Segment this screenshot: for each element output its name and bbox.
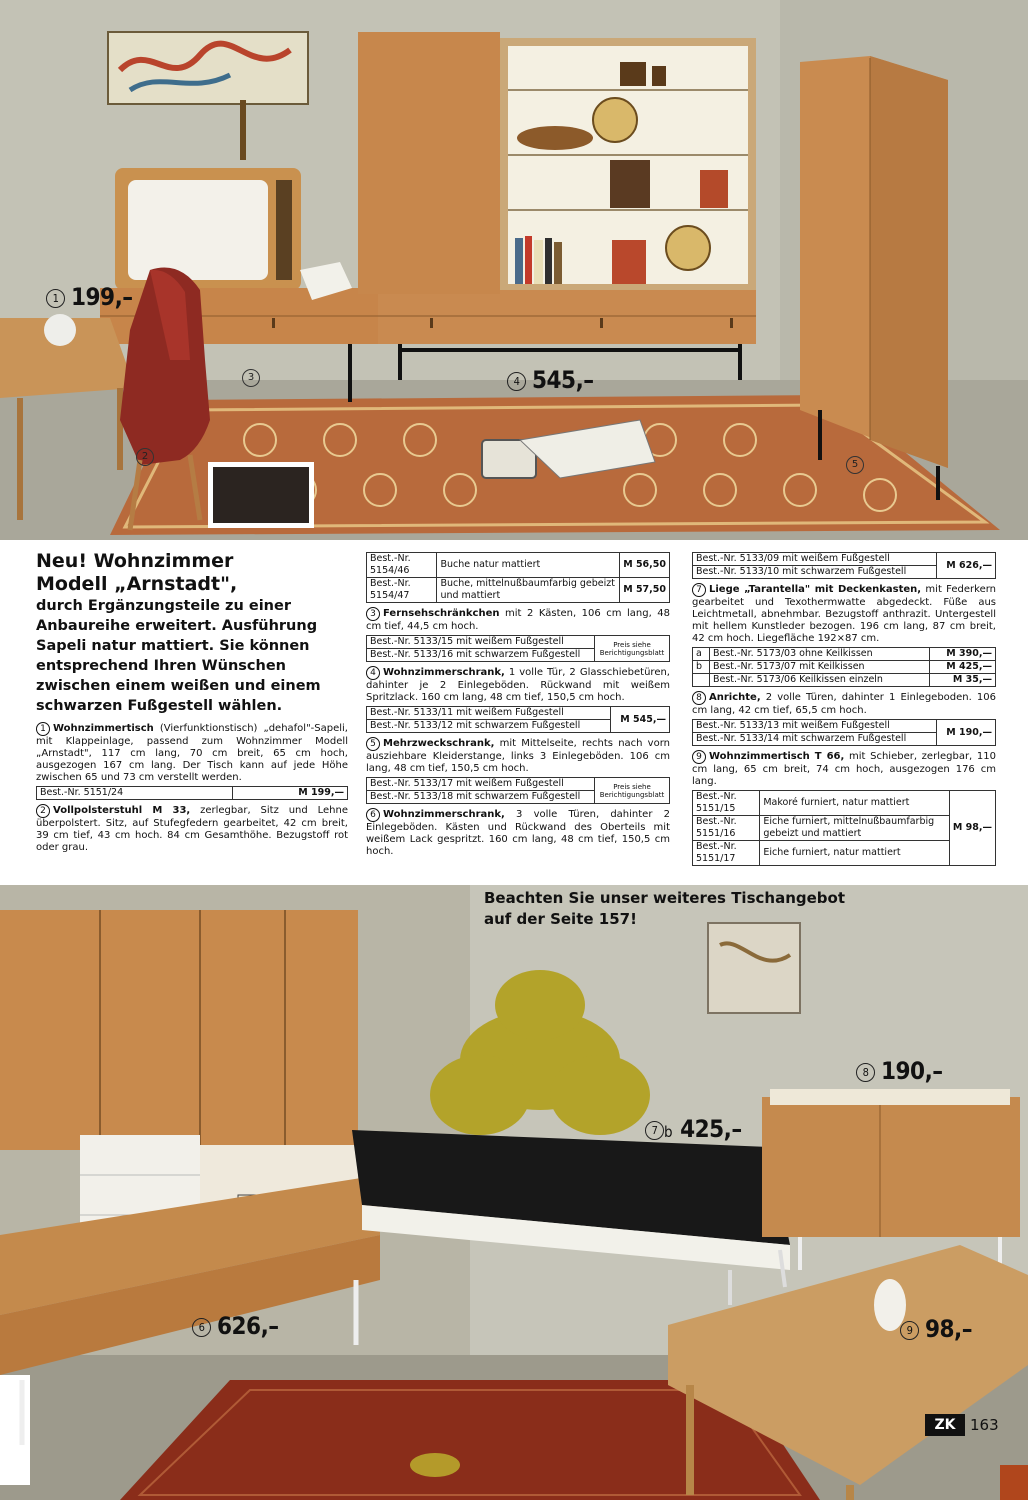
table-row <box>693 720 996 733</box>
table-offer-line-2: auf der Seite 157! <box>484 910 637 928</box>
item-5-description <box>366 737 670 775</box>
item-2-title: Vollpolsterstuhl M 33, <box>53 805 191 816</box>
item-2-description <box>36 804 348 854</box>
item-7-order-table <box>692 647 996 687</box>
price-label-item-8 <box>856 1057 943 1085</box>
item-7-title: Liege „Tarantella" mit Deckenkasten, <box>709 584 922 595</box>
text-column-1 <box>36 550 348 856</box>
item-6-order-table <box>692 552 996 579</box>
item-3-marker: 3 <box>242 369 260 387</box>
table-row <box>37 787 348 800</box>
table-offer-line-1: Beachten Sie unser weiteres Tischangebot <box>484 889 845 907</box>
item-4-price: 545,– <box>532 366 594 394</box>
item-4-number: 4 <box>366 666 380 680</box>
price: M 425,— <box>930 661 996 674</box>
price: M 390,— <box>930 648 996 661</box>
table-offer-note <box>484 888 845 930</box>
order-variant: Best.-Nr. 5173/03 ohne Keilkissen <box>710 648 930 661</box>
table-row <box>367 707 670 720</box>
item-4-description <box>366 666 670 704</box>
item-1-circle-number: 1 <box>46 289 65 308</box>
catalog-logo: ZK <box>925 1414 965 1436</box>
bottom-living-room-photo <box>0 885 1028 1500</box>
text-column-3 <box>692 550 996 870</box>
variant: Eiche furniert, mittelnußbaumfarbig gebeizt und mattiert <box>760 816 950 841</box>
price: M 626,— <box>936 553 995 579</box>
order-number: Best.-Nr. 5154/46 <box>367 553 437 578</box>
item-6-text: 3 volle Türen, dahinter 2 Einlegeböden. Kästen und Rückwand des Oberteils mit weißem Lack gespritzt. 160 cm lang, 48 cm tief, 150,5 cm hoch. <box>366 809 670 857</box>
order-number: Best.-Nr. 5154/47 <box>367 578 437 603</box>
item-6-price: 626,– <box>217 1312 279 1340</box>
table-row <box>367 578 670 603</box>
order-variant: Best.-Nr. 5133/13 mit weißem Fußgestell <box>693 720 937 733</box>
item-6-number: 6 <box>366 808 380 822</box>
variant-letter <box>693 674 710 687</box>
price: M 57,50 <box>620 578 670 603</box>
item-5-title: Mehrzweckschrank, <box>383 738 495 749</box>
item-4-title: Wohnzimmerschrank, <box>383 667 505 678</box>
item-8-circle-number: 8 <box>856 1063 875 1082</box>
item-6-circle-number: 6 <box>192 1318 211 1337</box>
price-label-item-7b <box>645 1115 742 1143</box>
item-7-circle-number: 7 <box>645 1121 664 1140</box>
item-4-text: 1 volle Tür, 2 Glasschiebetüren, dahinter je 2 Einlegeböden. Rückwand mit weißem Spritzlack. 160 cm lang, 48 cm tief, 150,5 cm hoch. <box>366 667 670 703</box>
item-3-number: 3 <box>366 607 380 621</box>
price: M 56,50 <box>620 553 670 578</box>
table-row <box>693 791 996 816</box>
page-number: 163 <box>970 1416 999 1434</box>
item-3-text: mit 2 Kästen, 106 cm lang, 48 cm tief, 44,5 cm hoch. <box>366 608 670 632</box>
item-5-number: 5 <box>366 737 380 751</box>
item-9-price: 98,– <box>925 1315 973 1343</box>
item-1-text: (Vierfunktionstisch) „dehafol"-Sapeli, mit Klappeinlage, passend zum Wohnzimmer Modell „Arnstadt", 117 cm lang, 70 cm breit, 65 cm hoch, ausgezogen 167 cm lang. Der Tisch kann auf jede Höhe zwischen 65 und 73 cm verstellt werden. <box>36 723 348 783</box>
price: M 545,— <box>610 707 669 733</box>
table-row <box>693 674 996 687</box>
top-living-room-photo <box>0 0 1028 540</box>
item-5-marker: 5 <box>846 456 864 474</box>
headline-line-2: Modell „Arnstadt", <box>36 573 238 595</box>
text-column-2 <box>366 550 670 860</box>
price: M 35,— <box>930 674 996 687</box>
order-number: Best.-Nr. 5151/24 <box>37 787 233 800</box>
item-9-number: 9 <box>692 750 706 764</box>
item-7-variant-letter: b <box>664 1123 673 1141</box>
item-3-title: Fernsehschränkchen <box>383 608 500 619</box>
order-number: Best.-Nr. 5151/16 <box>693 816 760 841</box>
item-6-description <box>366 808 670 858</box>
item-8-text: 2 volle Türen, dahinter 1 Einlegeboden. 106 cm lang, 42 cm tief, 65,5 cm hoch. <box>692 692 996 716</box>
catalog-text-block <box>0 540 1028 885</box>
table-row <box>693 661 996 674</box>
price: M 190,— <box>936 720 995 746</box>
item-3-description <box>366 607 670 633</box>
price: M 199,— <box>233 787 348 800</box>
item-1-description <box>36 722 348 784</box>
item-1-price: 199,– <box>71 283 133 311</box>
item-1-title: Wohnzimmertisch <box>53 723 154 734</box>
order-variant: Best.-Nr. 5133/09 mit weißem Fußgestell <box>693 553 937 566</box>
variant: Buche, mittelnußbaumfarbig gebeizt und mattiert <box>437 578 620 603</box>
item-5-order-table <box>366 777 670 804</box>
order-variant: Best.-Nr. 5133/14 mit schwarzem Fußgestell <box>693 733 937 746</box>
item-4-circle-number: 4 <box>507 372 526 391</box>
order-number: Best.-Nr. 5151/17 <box>693 841 760 866</box>
variant-letter: a <box>693 648 710 661</box>
item-8-price: 190,– <box>881 1057 943 1085</box>
variant: Eiche furniert, natur mattiert <box>760 841 950 866</box>
item-9-text: mit Schieber, zerlegbar, 110 cm lang, 65 cm breit, 74 cm hoch, ausgezogen 176 cm lang. <box>692 751 997 787</box>
item-6-title: Wohnzimmerschrank, <box>383 809 505 820</box>
item-7b-price: 425,– <box>680 1115 742 1143</box>
price-note: Preis siehe Berichtigungsblatt <box>595 778 670 804</box>
order-number: Best.-Nr. 5151/15 <box>693 791 760 816</box>
subheadline: durch Ergänzungsteile zu einer Anbaureihe erweitert. Ausführung Sapeli natur mattiert. Sie können entsprechend Ihren Wünschen zwischen einem weißen und einem schwarzen Fußgestell wählen. <box>36 598 321 714</box>
item-7-text: mit Federkern gearbeitet und Texothermwatte abgedeckt. Füße aus Leichtmetall, abnehmbar. Bezugstoff anthrazit. Untergestell mit hellem Kunstleder bezogen. 196 cm lang, 87 cm breit, 42 cm hoch. Liegefläche 192×87 cm. <box>692 584 996 644</box>
item-4-order-table <box>366 706 670 733</box>
variant: Buche natur mattiert <box>437 553 620 578</box>
order-variant: Best.-Nr. 5133/15 mit weißem Fußgestell <box>367 636 595 649</box>
chair-order-table <box>366 552 670 603</box>
item-2-text: zerlegbar, Sitz und Lehne überpolstert. Sitz, auf Stufegfedern gearbeitet, 42 cm breit, 39 cm tief, 43 cm hoch. 84 cm Gesamthöhe. Bezugstoff rot oder grau. <box>36 805 348 853</box>
price-label-item-1 <box>46 283 133 311</box>
item-1-number: 1 <box>36 722 50 736</box>
order-variant: Best.-Nr. 5133/10 mit schwarzem Fußgestell <box>693 566 937 579</box>
item-7-number: 7 <box>692 583 706 597</box>
order-variant: Best.-Nr. 5133/16 mit schwarzem Fußgestell <box>367 649 595 662</box>
item-3-order-table <box>366 635 670 662</box>
table-row <box>367 553 670 578</box>
top-room-illustration <box>0 0 1028 540</box>
order-variant: Best.-Nr. 5133/18 mit schwarzem Fußgestell <box>367 791 595 804</box>
item-5-text: mit Mittelseite, rechts nach vorn ausziehbare Kleiderstange, links 3 Einlegeböden. 106 cm lang, 48 cm tief, 150,5 cm hoch. <box>366 738 670 774</box>
price-label-item-4 <box>507 366 594 394</box>
order-variant: Best.-Nr. 5133/11 mit weißem Fußgestell <box>367 707 611 720</box>
price-label-item-9 <box>900 1315 972 1343</box>
order-variant: Best.-Nr. 5133/17 mit weißem Fußgestell <box>367 778 595 791</box>
order-variant: Best.-Nr. 5173/07 mit Keilkissen <box>710 661 930 674</box>
price: M 98,— <box>949 791 995 866</box>
item-9-circle-number: 9 <box>900 1321 919 1340</box>
headline-line-1: Neu! Wohnzimmer <box>36 550 234 572</box>
table-row <box>693 553 996 566</box>
item-2-number: 2 <box>36 804 50 818</box>
bottom-room-illustration <box>0 885 1028 1500</box>
table-row <box>367 636 670 649</box>
item-9-title: Wohnzimmertisch T 66, <box>709 751 845 762</box>
item-1-order-table <box>36 786 348 800</box>
item-8-title: Anrichte, <box>709 692 761 703</box>
table-row <box>367 778 670 791</box>
item-7-description <box>692 583 996 645</box>
order-variant: Best.-Nr. 5173/06 Keilkissen einzeln <box>710 674 930 687</box>
variant: Makoré furniert, natur mattiert <box>760 791 950 816</box>
item-8-order-table <box>692 719 996 746</box>
item-8-number: 8 <box>692 691 706 705</box>
item-8-description <box>692 691 996 717</box>
price-note: Preis siehe Berichtigungsblatt <box>595 636 670 662</box>
item-2-marker: 2 <box>136 448 154 466</box>
price-label-item-6 <box>192 1312 279 1340</box>
variant-letter: b <box>693 661 710 674</box>
item-9-order-table <box>692 790 996 866</box>
order-variant: Best.-Nr. 5133/12 mit schwarzem Fußgestell <box>367 720 611 733</box>
table-row <box>693 648 996 661</box>
item-9-description <box>692 750 996 788</box>
